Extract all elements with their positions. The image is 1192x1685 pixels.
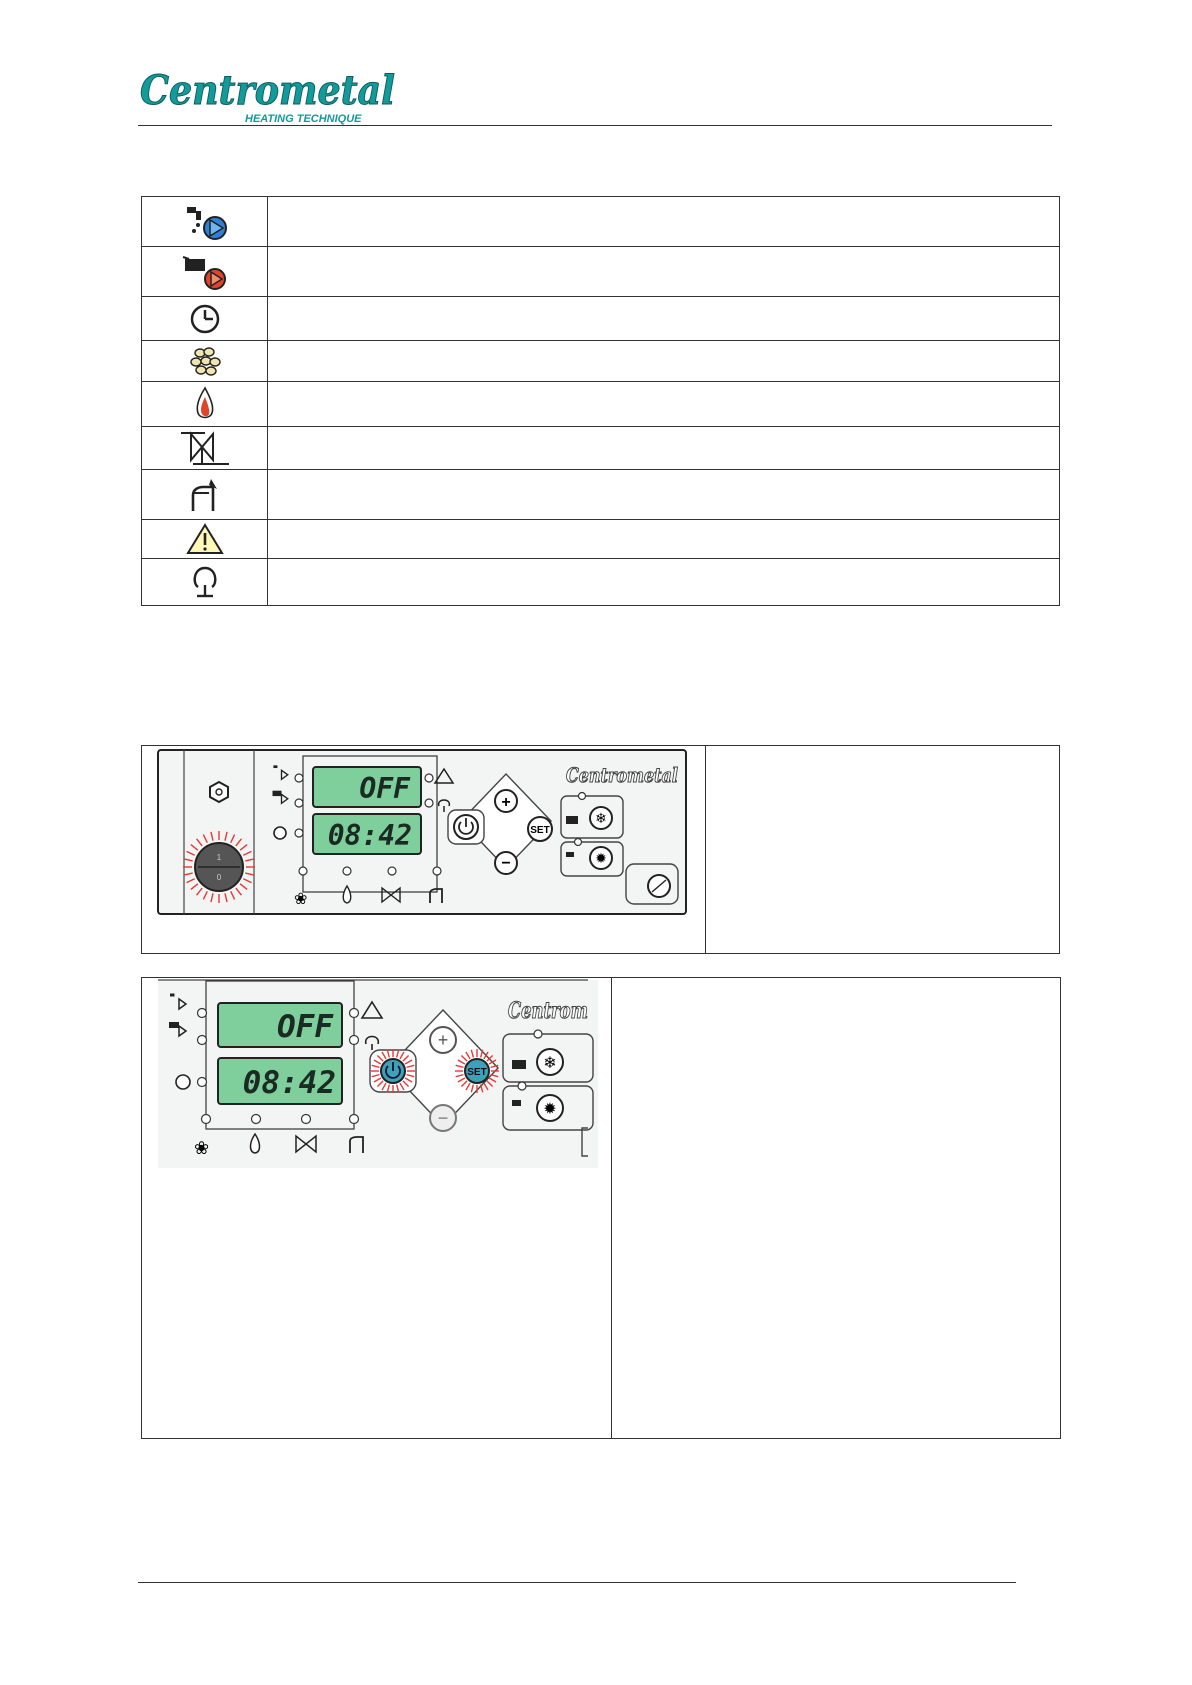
warning-icon: [185, 522, 225, 556]
legend-row: [142, 297, 1060, 341]
pellet-icon: [186, 344, 224, 378]
clock-icon: [188, 302, 222, 336]
icon-legend-table: [141, 196, 1060, 606]
power-button[interactable]: [454, 815, 478, 839]
box-divider: [705, 746, 706, 953]
dhw-pump-icon: [175, 204, 235, 240]
legend-desc: [268, 341, 1060, 382]
panel-figure-box-2: [141, 977, 1061, 1439]
snowflake-icon: ❄: [595, 810, 607, 826]
set-button-label: SET: [530, 825, 550, 836]
ignition-heater-icon: [185, 475, 225, 515]
legend-row: [142, 197, 1060, 247]
set-button[interactable]: [528, 817, 552, 841]
minus-button-icon: −: [437, 1108, 449, 1128]
box-divider: [611, 978, 612, 1438]
legend-desc: [268, 520, 1060, 559]
display-bottom-text: 08:42: [242, 1065, 336, 1101]
clock-indicator-icon: [176, 1075, 190, 1089]
sun-icon: ✹: [543, 1101, 557, 1118]
footer-rule: [138, 1582, 1016, 1583]
pellet-indicator-icon: ❀: [194, 1138, 210, 1158]
set-button-label: SET: [467, 1067, 487, 1078]
legend-row: [142, 247, 1060, 297]
flame-icon: [190, 385, 220, 423]
legend-desc: [268, 297, 1060, 341]
plus-button-icon: +: [437, 1030, 449, 1050]
panel-brand-text: Centrometal: [566, 763, 679, 787]
sensor-icon: [188, 563, 222, 601]
legend-desc: [268, 559, 1060, 606]
logo-tagline: HEATING TECHNIQUE: [245, 113, 362, 125]
control-panel-image: [156, 746, 691, 921]
heating-pump-icon: [175, 253, 235, 291]
sun-icon: ✹: [595, 850, 607, 866]
chimney-sweep-button[interactable]: [648, 875, 670, 897]
switch-off-label: 0: [216, 873, 222, 882]
logo-wordmark: Centrometal: [140, 67, 395, 114]
legend-desc: [268, 247, 1060, 297]
legend-desc: [268, 470, 1060, 520]
legend-desc: [268, 382, 1060, 427]
legend-row: [142, 470, 1060, 520]
control-panel-zoom-image: [158, 978, 588, 1172]
legend-row: [142, 559, 1060, 606]
legend-row: [142, 341, 1060, 382]
snowflake-icon: ❄: [543, 1055, 557, 1072]
clock-indicator-icon: [274, 827, 286, 839]
switch-on-label: 1: [216, 853, 222, 862]
legend-row: [142, 427, 1060, 470]
display-bottom-text: 08:42: [327, 819, 412, 852]
minus-button-icon: −: [501, 855, 511, 872]
power-button[interactable]: [371, 1049, 415, 1093]
legend-row: [142, 520, 1060, 559]
panel-brand-text: Centrom: [508, 998, 588, 1024]
centrometal-logo: [140, 66, 400, 126]
plus-button-icon: +: [501, 794, 511, 811]
reset-fuse-icon: [210, 782, 228, 802]
display-top-text: OFF: [359, 772, 410, 805]
set-button[interactable]: [455, 1049, 499, 1093]
legend-desc: [268, 427, 1060, 470]
header-rule: [138, 125, 1052, 126]
panel-figure-box-1: [141, 745, 1060, 954]
legend-desc: [268, 197, 1060, 247]
fan-valve-icon: [175, 428, 235, 468]
pellet-indicator-icon: ❀: [294, 891, 308, 908]
legend-row: [142, 382, 1060, 427]
display-top-text: OFF: [277, 1009, 333, 1045]
